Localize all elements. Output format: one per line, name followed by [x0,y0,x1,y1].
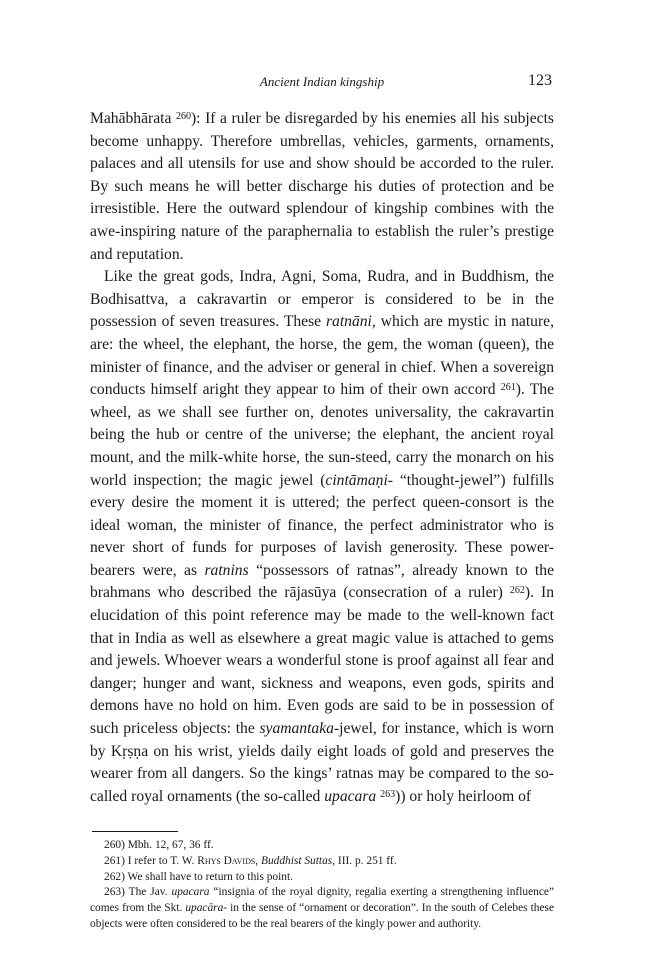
footnote-text: 263) The Jav. [104,886,172,899]
footnote-ref-260: 260 [175,111,191,122]
footnote-author: Rhys Davids, [197,854,259,867]
paragraph-text: -jewel, for instance, which is worn by Kṛṣṇa on his wrist, yields daily eight loads of gold and preserves the wearer from all dangers. So the kings’ ratnas may be compared to the so-called royal ornaments (the so-called [90,720,554,805]
footnote-term: upacara [171,886,210,899]
footnote-text: “insignia of the royal dignity, regalia exerting a strengthening influence” comes from the Skt. [90,886,554,915]
footnote-title: Buddhist Suttas, [261,854,336,867]
body-text [90,108,554,808]
footnote-rule [92,831,178,832]
paragraph-text: ): If a ruler be disregarded by his enemies all his subjects become unhappy. Therefore umbrellas, vehicles, garments, ornaments, palaces and all utensils for use and show should be accorded to the ruler. By such means he will better discharge his duties of protection and be irresistible. Here the outward splendour of kingship combines with the awe-inspiring nature of the paraphernalia to establish the ruler’s prestige and reputation. [90,110,554,263]
footnote-ref-262: 262 [509,585,525,597]
footnote-text: in the sense of “ornament or decoration”. In the south of Celebes these objects were often considered to be the real bearers of the kingly power and authority. [90,902,554,930]
paragraph-2 [90,266,554,808]
term-syamantaka: syamantaka [259,720,334,738]
paragraph-text: Like the great gods, Indra, Agni, Soma, Rudra, and in Buddhism, the Bodhisattva, a cakravartin or emperor is considered to be in the possession of seven treasures. These [90,268,554,331]
term-upacara: upacara [324,787,377,805]
footnote-262: 262) We shall have to return to this point. [104,870,294,883]
paragraph-text: “possessors of ratnas”, already known to the brahmans who described the rājasūya (consecration of a ruler) [90,561,554,602]
running-title: Ancient Indian kingship [259,74,385,89]
footnote-ref-261: 261 [500,382,516,394]
footnote-260: 260) Mbh. 12, 67, 36 ff. [104,839,214,851]
term-cintamani: cintāmaṇi- [325,471,393,489]
footnote-263 [90,885,554,932]
footnote-261 [90,854,554,870]
paragraph-text: which are mystic in nature, are: the wheel, the elephant, the horse, the gem, the woman (queen), the minister of finance, and the adviser or general in chief. When a sovereign conducts himself aright they appear to him of their own accord [90,313,554,399]
paragraph-1 [90,108,554,266]
paragraph-text: ). In elucidation of this point reference may be made to the well-known fact that in India as well as elsewhere a great magic value is attached to gems and jewels. Whoever wears a wonderful stone is proof against all fear and danger; hunger and want, sickness and weapons, even gods, spirits and demons have no hold on him. Even gods are said to be in possession of such priceless objects: the [90,584,554,738]
paragraph-text: ). The wheel, as we shall see further on, denotes universality, the cakravartin being the hub or centre of the universe; the elephant, the ancient royal mount, and the milk-white horse, the sun-steed, carry the monarch on his world inspection; the magic jewel ( [90,381,555,489]
page-header [92,72,552,94]
footnote-term: upacāra- [185,902,228,915]
footnotes [90,838,554,933]
page-number: 123 [528,72,552,89]
paragraph-text: “thought-jewel”) fulfills every desire the moment it is uttered; the perfect queen-consort is the ideal woman, the minister of finance, the perfect administrator who is never short of funds for purposes of lavish generosity. These power-bearers were, as [90,471,554,579]
footnote-ref-263: 263 [380,788,396,800]
term-ratnins: ratnins [204,561,249,579]
paragraph-text: Mahābhārata [90,110,176,127]
footnote-text: III. p. 251 ff. [335,854,397,867]
footnote-text: 261) I refer to T. W. [104,854,198,867]
term-ratnani: ratnāni, [325,313,376,331]
paragraph-text: )) or holy heirloom of [395,787,532,805]
